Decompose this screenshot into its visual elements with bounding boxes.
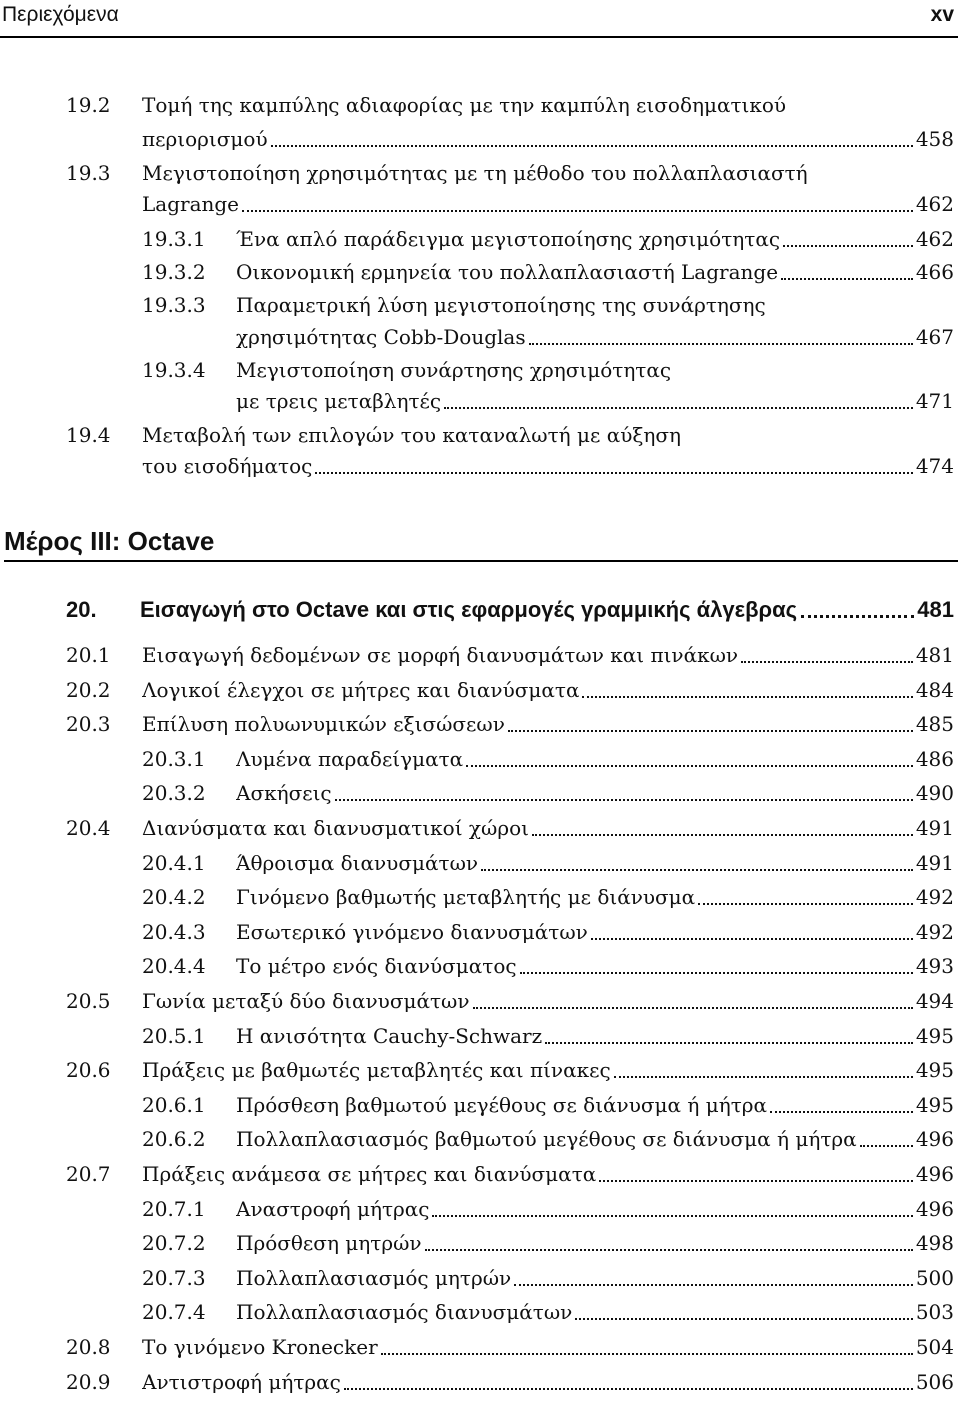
- toc-entry[interactable]: [0, 949, 960, 983]
- toc-entry-page: 500: [915, 1265, 954, 1290]
- toc-entry-number: 20.5.1: [142, 1023, 206, 1048]
- toc-entry-continued-first-line: [0, 418, 960, 452]
- dot-leader: [444, 384, 913, 409]
- toc-entry-title-line: [236, 255, 954, 289]
- dot-leader: [783, 222, 913, 247]
- toc-entry-title: του εισοδήματος: [142, 454, 313, 478]
- toc-entry-title-line: [142, 673, 954, 707]
- toc-entry-page: 494: [915, 989, 954, 1013]
- dot-leader: [545, 1019, 913, 1044]
- toc-entry-number: 19.3.3: [142, 293, 206, 317]
- toc-entry[interactable]: [0, 255, 960, 289]
- toc-entry-title: Ένα απλό παράδειγμα μεγιστοποίησης χρησιμότητας: [236, 227, 781, 251]
- toc-entry-number: 20.4.1: [142, 850, 206, 875]
- toc-entry[interactable]: [0, 707, 960, 741]
- dot-leader: [520, 949, 913, 974]
- toc-entry-continued-first-line: [0, 288, 960, 322]
- toc-entry[interactable]: [0, 1088, 960, 1122]
- toc-entry[interactable]: [0, 984, 960, 1018]
- dot-leader: [781, 255, 913, 280]
- dot-leader: [344, 1365, 913, 1390]
- toc-entry-title-line: [142, 1053, 954, 1087]
- dot-leader: [466, 742, 913, 767]
- toc-entry-title-line1: Μεταβολή των επιλογών του καταναλωτή με αύξηση: [142, 423, 682, 447]
- toc-entry-page: 471: [915, 389, 954, 413]
- dot-leader: [741, 638, 913, 663]
- dot-leader: [242, 187, 913, 212]
- toc-entry-page: 498: [915, 1231, 954, 1256]
- toc-entry-title: Γινόμενο βαθμωτής μεταβλητής με διάνυσμα: [236, 885, 696, 910]
- toc-entry-page: 466: [915, 260, 954, 284]
- dot-leader: [591, 915, 913, 940]
- toc-entry-page: 496: [915, 1196, 954, 1221]
- toc-entry-page: 495: [915, 1058, 954, 1083]
- toc-entry-number: 20.9: [66, 1369, 111, 1394]
- toc-entry-title-line: [236, 1019, 954, 1053]
- dot-leader: [432, 1192, 912, 1217]
- toc-entry-title-line: [142, 984, 954, 1018]
- dot-leader: [315, 449, 912, 474]
- toc-entry-number: 20.7.2: [142, 1231, 206, 1256]
- toc-entry-page: 485: [915, 712, 954, 737]
- chapter-title-line: [140, 592, 954, 628]
- toc-entry-number: 19.3: [66, 161, 111, 185]
- toc-entry[interactable]: [0, 742, 960, 776]
- toc-entry-page: 495: [915, 1023, 954, 1048]
- toc-entry-title: Λυμένα παραδείγματα: [236, 746, 464, 771]
- toc-entry-page: 503: [915, 1300, 954, 1325]
- chapter-title: Εισαγωγή στο Octave και στις εφαρμογές γραμμικής άλγεβρας: [140, 597, 798, 622]
- toc-entry[interactable]: [0, 1365, 960, 1399]
- toc-entry-number: 19.3.1: [142, 227, 206, 251]
- toc-entry-title-line1: Τομή της καμπύλης αδιαφορίας με την καμπύλη εισοδηματικού: [142, 93, 787, 117]
- toc-entry-title-line: [236, 1088, 954, 1122]
- toc-entry[interactable]: [0, 122, 960, 156]
- dot-leader: [532, 811, 913, 836]
- toc-entry-title-line: [142, 638, 954, 672]
- toc-entry-number: 20.1: [66, 643, 111, 667]
- toc-entry-page: 492: [915, 885, 954, 910]
- toc-entry-page: 506: [915, 1369, 954, 1394]
- toc-entry-title: Πρόσθεση βαθμωτού μεγέθους σε διάνυσμα ή μήτρα: [236, 1092, 768, 1117]
- toc-entry-title: Πρόσθεση μητρών: [236, 1231, 422, 1256]
- toc-entry-page: 504: [915, 1335, 954, 1359]
- toc-entry-page: 495: [915, 1092, 954, 1117]
- toc-entry-title: Γωνία μεταξύ δύο διανυσμάτων: [142, 989, 470, 1013]
- toc-entry-number: 19.3.4: [142, 358, 206, 382]
- toc-entry[interactable]: [0, 222, 960, 256]
- toc-entry[interactable]: [0, 776, 960, 810]
- toc-entry-title-line: [142, 707, 954, 741]
- toc-entry-title-line1: Παραμετρική λύση μεγιστοποίησης της συνάρτησης: [236, 293, 766, 317]
- toc-entry-number: 20.3.1: [142, 746, 206, 771]
- toc-entry-continued-first-line: [0, 88, 960, 122]
- toc-entry-title: Αναστροφή μήτρας: [236, 1196, 430, 1221]
- chapter-entry[interactable]: [66, 592, 954, 628]
- toc-entry-title-line: [142, 1157, 954, 1191]
- toc-entry[interactable]: [0, 449, 960, 483]
- dot-leader: [514, 1261, 913, 1286]
- toc-entry-title-line: [142, 1330, 954, 1364]
- toc-entry-number: 20.7.3: [142, 1265, 206, 1290]
- dot-leader: [801, 592, 914, 618]
- toc-entry[interactable]: [0, 638, 960, 672]
- toc-entry-number: 20.5: [66, 989, 111, 1013]
- toc-entry-title: Διανύσματα και διανυσματικοί χώροι: [142, 816, 529, 840]
- toc-entry-title: Ασκήσεις: [236, 781, 332, 806]
- toc-entry[interactable]: [0, 1226, 960, 1260]
- toc-entry-page: 481: [915, 643, 954, 667]
- dot-leader: [425, 1226, 913, 1251]
- dot-leader: [481, 846, 913, 871]
- toc-entry-page: 484: [915, 677, 954, 702]
- toc-entry-number: 19.3.2: [142, 260, 206, 284]
- toc-entry-title-line: [142, 449, 954, 483]
- toc-entry-title-line: [236, 1261, 954, 1295]
- toc-entry-title-line1: Μεγιστοποίηση συνάρτησης χρησιμότητας: [236, 358, 672, 382]
- toc-entry[interactable]: [0, 1295, 960, 1329]
- toc-entry[interactable]: [0, 1261, 960, 1295]
- toc-entry-page: 493: [915, 954, 954, 979]
- dot-leader: [271, 122, 913, 147]
- dot-leader: [599, 1157, 913, 1182]
- toc-entry-number: 20.3.2: [142, 781, 206, 806]
- part-heading: Μέρος III: Octave: [4, 522, 958, 562]
- toc-entry-page: 490: [915, 781, 954, 806]
- dot-leader: [508, 707, 913, 732]
- toc-entry[interactable]: [0, 880, 960, 914]
- dot-leader: [473, 984, 913, 1009]
- toc-entry-number: 20.3: [66, 712, 111, 737]
- toc-entry-title-line1: Μεγιστοποίηση χρησιμότητας με τη μέθοδο του πολλαπλασιαστή: [142, 161, 808, 185]
- toc-entry-page: 491: [915, 850, 954, 875]
- dot-leader: [614, 1053, 913, 1078]
- dot-leader: [582, 673, 912, 698]
- chapter-page: 481: [917, 597, 954, 622]
- toc-entry-title-line: [236, 384, 954, 418]
- toc-entry-title: Οικονομική ερμηνεία του πολλαπλασιαστή Lagrange: [236, 260, 779, 284]
- toc-entry[interactable]: [0, 1157, 960, 1191]
- toc-entry-title: Εσωτερικό γινόμενο διανυσμάτων: [236, 919, 588, 944]
- toc-entry-page: 458: [915, 127, 954, 151]
- toc-entry[interactable]: [0, 1019, 960, 1053]
- toc-entry-page: 486: [915, 746, 954, 771]
- toc-entry-number: 20.8: [66, 1335, 111, 1359]
- toc-entry-page: 462: [915, 192, 954, 216]
- chapter-number: 20.: [66, 597, 97, 622]
- dot-leader: [335, 776, 913, 801]
- toc-entry[interactable]: [0, 1053, 960, 1087]
- toc-entry-title-line: [236, 915, 954, 949]
- toc-entry-title: με τρεις μεταβλητές: [236, 389, 442, 413]
- toc-entry-title: Επίλυση πολυωνυμικών εξισώσεων: [142, 712, 505, 737]
- toc-entry-title: χρησιμότητας Cobb-Douglas: [236, 325, 526, 349]
- dot-leader: [381, 1330, 913, 1355]
- toc-entry-page: 491: [915, 816, 954, 840]
- toc-entry-number: 20.4.2: [142, 885, 206, 910]
- toc-entry-number: 20.4.4: [142, 954, 206, 979]
- toc-entry-number: 20.6.2: [142, 1127, 206, 1152]
- toc-entry-title: περιορισμού: [142, 127, 268, 151]
- toc-entry-title: Το μέτρο ενός διανύσματος: [236, 954, 517, 979]
- toc-entry-title: Άθροισμα διανυσμάτων: [236, 850, 479, 875]
- header-page-number: xv: [930, 3, 954, 26]
- toc-entry-number: 20.7.4: [142, 1300, 206, 1325]
- toc-entry-title-line: [236, 776, 954, 810]
- toc-entry-title-line: [142, 122, 954, 156]
- toc-entry[interactable]: [0, 384, 960, 418]
- toc-entry-number: 19.4: [66, 423, 111, 447]
- toc-entry-title-line: [236, 222, 954, 256]
- toc-entry[interactable]: [0, 1330, 960, 1364]
- toc-entry-page: 492: [915, 919, 954, 944]
- dot-leader: [575, 1295, 913, 1320]
- toc-entry-title-line: [236, 949, 954, 983]
- toc-entry-number: 20.4.3: [142, 919, 206, 944]
- toc-entry-number: 20.2: [66, 677, 111, 702]
- toc-entry-title-line: [236, 846, 954, 880]
- toc-entry-title: Πράξεις με βαθμωτές μεταβλητές και πίνακες: [142, 1058, 611, 1083]
- toc-entry-continued-first-line: [0, 353, 960, 387]
- toc-entry-title: Lagrange: [142, 192, 240, 216]
- toc-entry-title-line: [236, 1122, 954, 1156]
- dot-leader: [529, 320, 913, 345]
- toc-entry-title-line: [142, 1365, 954, 1399]
- toc-entry-page: 496: [915, 1162, 954, 1186]
- toc-entry-title-line: [236, 320, 954, 354]
- toc-entry-title: Πράξεις ανάμεσα σε μήτρες και διανύσματα: [142, 1162, 597, 1186]
- toc-entry-title-line: [236, 742, 954, 776]
- toc-entry-title: Εισαγωγή δεδομένων σε μορφή διανυσμάτων και πινάκων: [142, 643, 739, 667]
- toc-entry[interactable]: [0, 673, 960, 707]
- toc-entry-title-line: [142, 187, 954, 221]
- page-header: [0, 0, 958, 38]
- toc-entry-title: Πολλαπλασιασμός μητρών: [236, 1265, 512, 1290]
- toc-entry-number: 20.6: [66, 1058, 111, 1083]
- toc-entry-title-line: [236, 880, 954, 914]
- toc-entry-number: 20.7: [66, 1162, 111, 1186]
- toc-entry-page: 496: [915, 1127, 954, 1152]
- toc-entry-number: 20.4: [66, 816, 111, 840]
- toc-entry[interactable]: [0, 1192, 960, 1226]
- toc-entry[interactable]: [0, 1122, 960, 1156]
- toc-entry-continued-first-line: [0, 156, 960, 190]
- toc-entry-title: Η ανισότητα Cauchy-Schwarz: [236, 1023, 543, 1048]
- toc-entry-number: 20.7.1: [142, 1196, 206, 1221]
- toc-entry-title: Αντιστροφή μήτρας: [142, 1369, 341, 1394]
- header-section-title: Περιεχόμενα: [2, 3, 119, 26]
- toc-entry-title-line: [236, 1226, 954, 1260]
- toc-entry-page: 467: [915, 325, 954, 349]
- toc-entry[interactable]: [0, 811, 960, 845]
- toc-entry[interactable]: [0, 187, 960, 221]
- toc-entry-title: Πολλαπλασιασμός διανυσμάτων: [236, 1300, 573, 1325]
- dot-leader: [770, 1088, 913, 1113]
- toc-entry-number: 20.6.1: [142, 1092, 206, 1117]
- toc-entry-title: Το γινόμενο Kronecker: [142, 1335, 378, 1359]
- toc-entry-title-line: [142, 811, 954, 845]
- toc-entry-title-line: [236, 1295, 954, 1329]
- toc-entry-number: 19.2: [66, 93, 111, 117]
- toc-entry-page: 462: [915, 227, 954, 251]
- toc-entry-title: Λογικοί έλεγχοι σε μήτρες και διανύσματα: [142, 677, 580, 702]
- toc-entry[interactable]: [0, 846, 960, 880]
- toc-entry-title-line: [236, 1192, 954, 1226]
- toc-entry-title: Πολλαπλασιασμός βαθμωτού μεγέθους σε διάνυσμα ή μήτρα: [236, 1127, 857, 1152]
- toc-entry[interactable]: [0, 320, 960, 354]
- toc-entry[interactable]: [0, 915, 960, 949]
- dot-leader: [698, 880, 913, 905]
- dot-leader: [860, 1122, 913, 1147]
- toc-entry-page: 474: [915, 454, 954, 478]
